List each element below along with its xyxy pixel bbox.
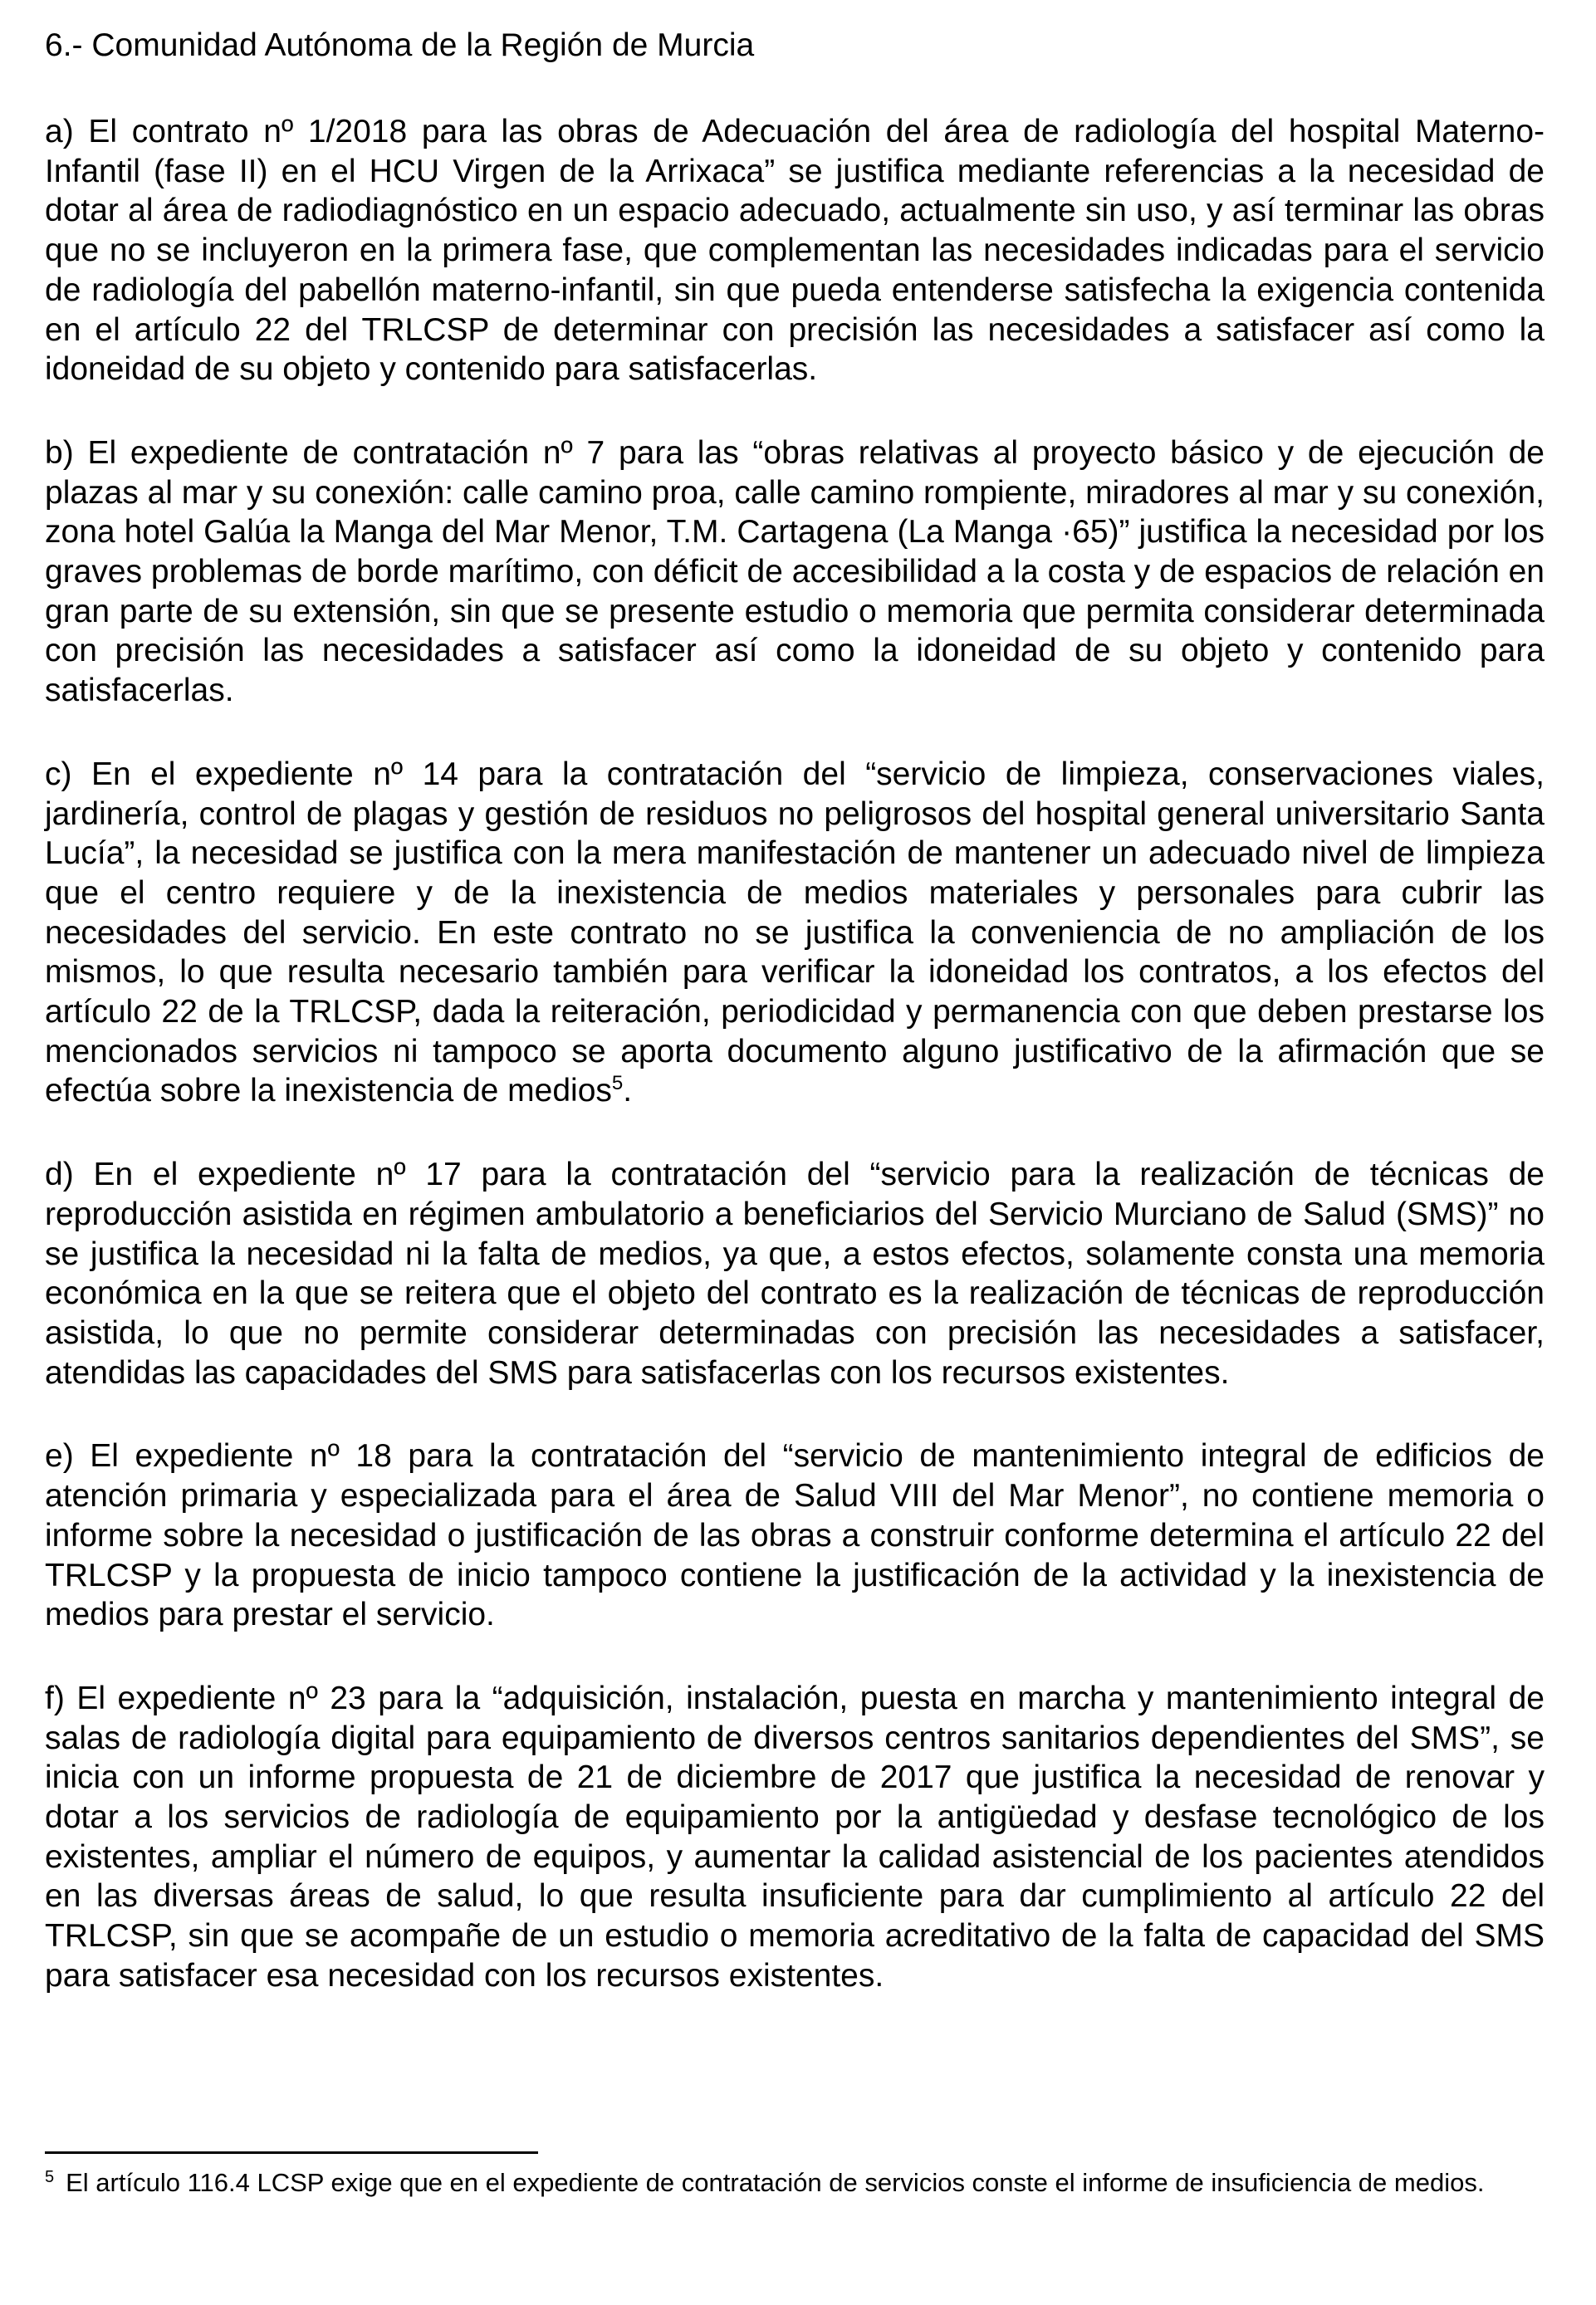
paragraph-b: b) El expediente de contratación nº 7 para las “obras relativas al proyecto básico y de ejecución de plazas al mar y su conexión: calle camino proa, calle camino rompiente, miradores al mar y su conexión, zona hotel Galúa la Manga del Mar Menor, T.M. Cartagena (La Manga ·65)” justifica la necesidad por los graves problemas de borde marítimo, con déficit de accesibilidad a la costa y de espacios de relación en gran parte de su extensión, sin que se presente estudio o memoria que permita considerar determinada con precisión las necesidades a satisfacer así como la idoneidad de su objeto y contenido para satisfacerlas.	[45, 434, 1545, 709]
paragraph-d: d) En el expediente nº 17 para la contratación del “servicio para la realización de técnicas de reproducción asistida en régimen ambulatorio a beneficiarios del Servicio Murciano de Salud (SMS)” no se justifica la necesidad ni la falta de medios, ya que, a estos efectos, solamente consta una memoria económica en la que se reitera que el objeto del contrato es la realización de técnicas de reproducción asistida, lo que no permite considerar determinadas con precisión las necesidades a satisfacer, atendidas las capacidades del SMS para satisfacerlas con los recursos existentes.	[45, 1157, 1545, 1391]
paragraph-c-end: .	[623, 1073, 633, 1109]
paragraph-c	[45, 755, 1545, 1111]
footnote	[45, 2166, 1545, 2200]
footnote-text: El artículo 116.4 LCSP exige que en el expediente de contratación de servicios conste el informe de insuficiencia de medios.	[66, 2168, 1485, 2197]
section-title: 6.- Comunidad Autónoma de la Región de Murcia	[45, 27, 755, 63]
paragraph-a: a) El contrato nº 1/2018 para las obras de Adecuación del área de radiología del hospital Materno-Infantil (fase II) en el HCU Virgen de la Arrixaca” se justifica mediante referencias a la necesidad de dotar al área de radiodiagnóstico en un espacio adecuado, actualmente sin uso, y así terminar las obras que no se incluyeron en la primera fase, que complementan las necesidades indicadas para el servicio de radiología del pabellón materno-infantil, sin que pueda entenderse satisfecha la exigencia contenida en el artículo 22 del TRLCSP de determinar con precisión las necesidades a satisfacer así como la idoneidad de su objeto y contenido para satisfacerlas.	[45, 114, 1545, 388]
footnote-separator	[45, 2151, 538, 2154]
footnote-number: 5	[45, 2167, 55, 2186]
document-body	[45, 23, 1545, 2040]
paragraph-f: f) El expediente nº 23 para la “adquisición, instalación, puesta en marcha y mantenimiento integral de salas de radiología digital para equipamiento de diversos centros sanitarios dependientes del SMS”, se inicia con un informe propuesta de 21 de diciembre de 2017 que justifica la necesidad de renovar y dotar a los servicios de radiología de equipamiento por la antigüedad y desfase tecnológico de los existentes, ampliar el número de equipos, y aumentar la calidad asistencial de los pacientes atendidos en las diversas áreas de salud, lo que resulta insuficiente para dar cumplimiento al artículo 22 del TRLCSP, sin que se acompañe de un estudio o memoria acreditativo de la falta de capacidad del SMS para satisfacer esa necesidad con los recursos existentes.	[45, 1680, 1545, 1994]
paragraph-c-text: c) En el expediente nº 14 para la contratación del “servicio de limpieza, conservaciones viales, jardinería, control de plagas y gestión de residuos no peligrosos del hospital general universitario Santa Lucía”, la necesidad se justifica con la mera manifestación de mantener un adecuado nivel de limpieza que el centro requiere y de la inexistencia de medios materiales y personales para cubrir las necesidades del servicio. En este contrato no se justifica la conveniencia de no ampliación de los mismos, lo que resulta necesario también para verificar la idoneidad los contratos, a los efectos del artículo 22 de la TRLCSP, dada la reiteración, periodicidad y permanencia con que deben prestarse los mencionados servicios ni tampoco se aporta documento alguno justificativo de la afirmación que se efectúa sobre la inexistencia de medios	[45, 756, 1545, 1109]
paragraph-e: e) El expediente nº 18 para la contratación del “servicio de mantenimiento integral de edificios de atención primaria y especializada para el área de Salud VIII del Mar Menor”, no contiene memoria o informe sobre la necesidad o justificación de las obras a construir conforme determina el artículo 22 del TRLCSP y la propuesta de inicio tampoco contiene la justificación de la actividad y la inexistencia de medios para prestar el servicio.	[45, 1438, 1545, 1633]
footnote-reference[interactable]: 5	[611, 1072, 624, 1095]
